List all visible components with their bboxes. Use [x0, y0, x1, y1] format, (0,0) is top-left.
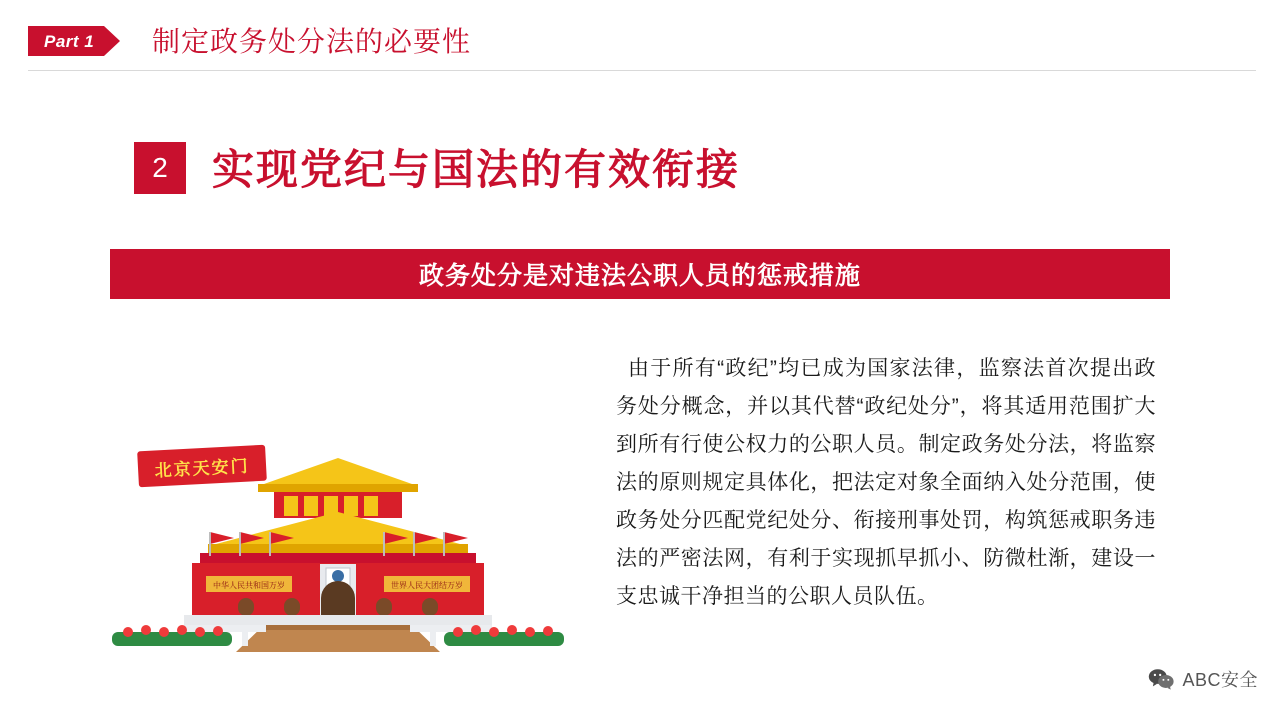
part-badge-label: Part 1 [28, 26, 104, 56]
section-title: 实现党纪与国法的有效衔接 [212, 146, 741, 193]
page-header [0, 0, 1280, 72]
part-badge [28, 26, 120, 56]
section-number-badge: 2 [134, 142, 186, 194]
watermark [1148, 666, 1258, 692]
page-title: 制定政务处分法的必要性 [152, 26, 472, 57]
body-paragraph: 由于所有“政纪”均已成为国家法律，监察法首次提出政务处分概念，并以其代替“政纪处分”，将其适用范围扩大到所有行使公权力的公职人员。制定政务处分法，将监察法的原则规定具体化，把法定对象全面纳入处分范围，使政务处分匹配党纪处分、衔接刑事处罚，构筑惩戒职务违法的严密法网，有利于实现抓早抓小、防微杜渐，建设一支忠诚干净担当的公职人员队伍。 [616, 357, 1156, 608]
right-plaque-text: 世界人民大团结万岁 [391, 581, 463, 590]
watermark-label: ABC安全 [1182, 670, 1258, 690]
part-badge-arrow-icon [104, 26, 120, 56]
tiananmen-illustration [88, 440, 588, 655]
wechat-icon [1148, 668, 1174, 690]
highlight-banner: 政务处分是对违法公职人员的惩戒措施 [110, 249, 1170, 299]
illustration-stamp-label: 北京天安门 [137, 445, 267, 488]
header-divider [28, 70, 1256, 71]
left-plaque-text: 中华人民共和国万岁 [213, 581, 285, 590]
